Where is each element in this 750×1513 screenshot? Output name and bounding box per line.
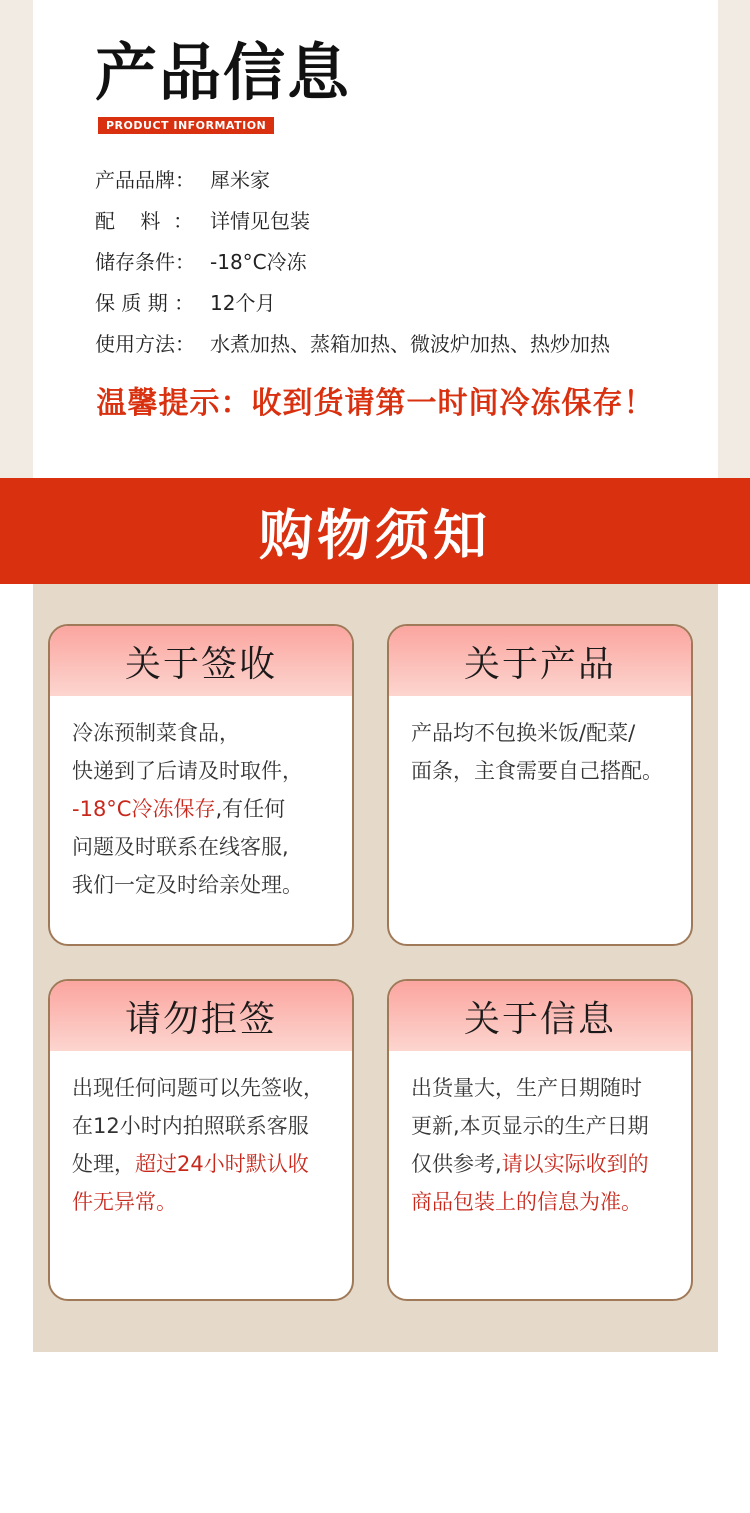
body-text: 出货量大，生产日期随时	[411, 1076, 642, 1100]
shopping-notice-panel	[33, 584, 718, 1352]
body-text: 快递到了后请及时取件，	[72, 759, 303, 783]
card-body	[50, 696, 352, 904]
info-row-storage	[95, 240, 610, 281]
body-text: 更新,本页显示的生产日期	[411, 1114, 649, 1138]
body-text: 问题及时联系在线客服,	[72, 835, 289, 859]
card-title: 关于产品	[389, 626, 691, 696]
body-text: 处理，	[72, 1152, 135, 1176]
info-value: 犀米家	[210, 168, 270, 192]
info-value: 详情见包装	[210, 209, 310, 233]
card-title: 关于签收	[50, 626, 352, 696]
highlight-text: -18°C冷冻保存	[72, 797, 216, 821]
product-info-list	[95, 158, 610, 363]
info-label: 配 料 ：	[95, 209, 194, 233]
highlight-text: 超过24小时默认收	[135, 1152, 309, 1176]
body-text: 冷冻预制菜食品，	[72, 721, 240, 745]
card-text-line	[72, 1107, 334, 1145]
card-info	[387, 979, 693, 1301]
card-text-line	[411, 714, 673, 752]
card-text-line	[72, 1145, 334, 1183]
card-title: 请勿拒签	[50, 981, 352, 1051]
card-text-line	[72, 1069, 334, 1107]
highlight-text: 请以实际收到的	[501, 1152, 649, 1176]
shopping-notice-banner	[0, 478, 750, 584]
card-text-line	[72, 790, 334, 828]
card-text-line	[72, 752, 334, 790]
card-text-line	[411, 1183, 673, 1221]
info-row-shelf-life	[95, 281, 610, 322]
shopping-notice-title: 购物须知	[259, 503, 491, 567]
info-label: 使用方法：	[95, 332, 195, 356]
body-text: 我们一定及时给亲处理。	[72, 873, 303, 897]
card-text-line	[411, 1145, 673, 1183]
warm-tip: 温馨提示：收到货请第一时间冷冻保存！	[96, 386, 655, 421]
card-text-line	[411, 752, 673, 790]
body-text: ,有任何	[215, 797, 286, 821]
info-value: 12个月	[210, 291, 276, 315]
card-body	[389, 1051, 691, 1221]
card-signing	[48, 624, 354, 946]
info-row-brand	[95, 158, 610, 199]
info-row-usage	[95, 322, 610, 363]
card-text-line	[72, 866, 334, 904]
card-text-line	[72, 828, 334, 866]
product-info-subtitle: PRODUCT INFORMATION	[98, 117, 274, 134]
highlight-text: 商品包装上的信息为准。	[411, 1190, 642, 1214]
product-info-panel	[33, 0, 718, 478]
card-text-line	[411, 1107, 673, 1145]
card-product	[387, 624, 693, 946]
info-label: 产品品牌：	[95, 168, 195, 192]
info-label: 保 质 期 ：	[95, 291, 195, 315]
card-text-line	[411, 1069, 673, 1107]
highlight-text: 件无异常。	[72, 1190, 177, 1214]
body-text: 仅供参考,	[411, 1152, 502, 1176]
info-row-ingredients	[95, 199, 610, 240]
card-text-line	[72, 714, 334, 752]
card-title: 关于信息	[389, 981, 691, 1051]
product-info-title: 产品信息	[95, 36, 352, 109]
card-body	[389, 696, 691, 790]
body-text: 产品均不包换米饭/配菜/	[411, 721, 636, 745]
card-no-reject	[48, 979, 354, 1301]
body-text: 在12小时内拍照联系客服	[72, 1114, 309, 1138]
info-label: 储存条件：	[95, 250, 195, 274]
body-text: 面条，主食需要自己搭配。	[411, 759, 663, 783]
card-text-line	[72, 1183, 334, 1221]
body-text: 出现任何问题可以先签收，	[72, 1076, 324, 1100]
info-value: -18°C冷冻	[210, 250, 307, 274]
card-body	[50, 1051, 352, 1221]
info-value: 水煮加热、蒸箱加热、微波炉加热、热炒加热	[210, 332, 610, 356]
